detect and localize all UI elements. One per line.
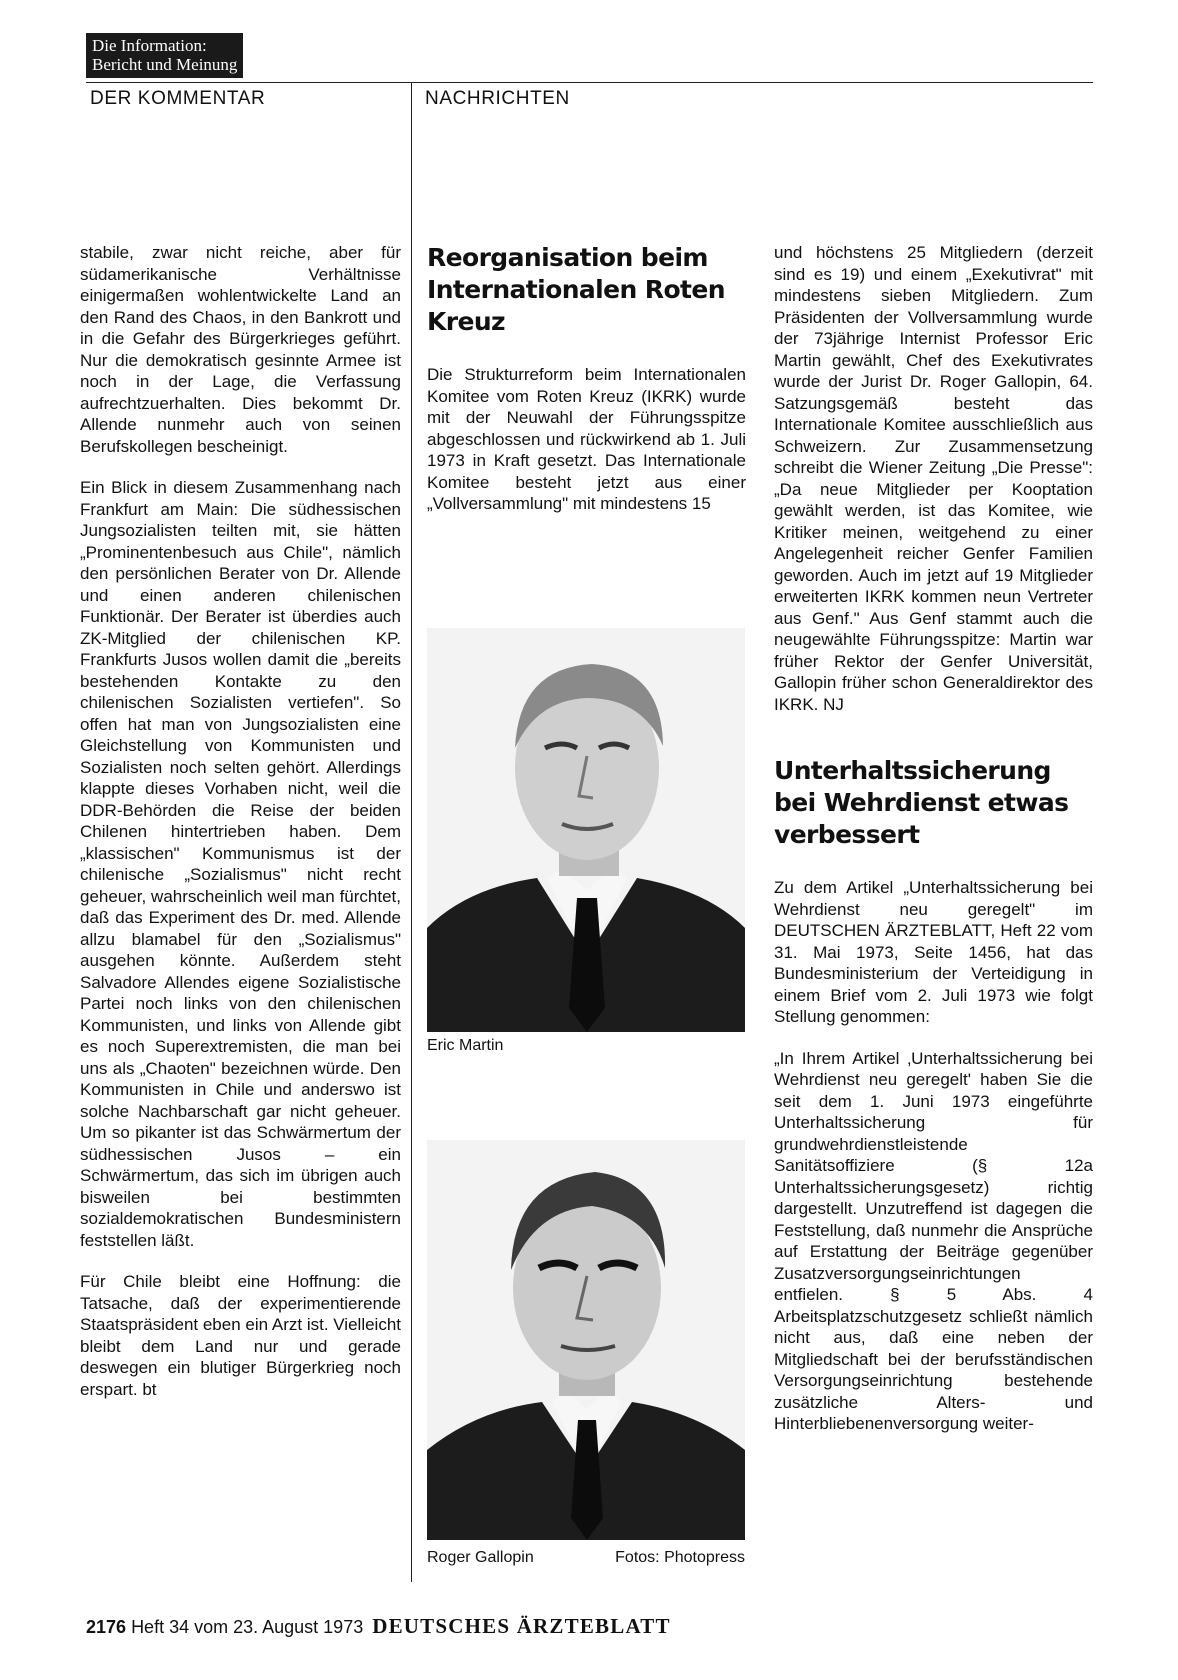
article-continuation-red-cross: und höchstens 25 Mitgliedern (derzeit sind es 19) und einem „Exekutivrat" mit mindestens sieben Mitgliedern. Zum Präsidenten der Vollversammlung wurde der 73jährige Internist Professor Eric Martin gewählt, Chef des Exekutivrates wurde der Jurist Dr. Roger Gallopin, 64. Satzungsgemäß besteht das Internationale Komitee ausschließlich aus Schweizern. Zur Zusammensetzung schreibt die Wiener Zeitung „Die Presse": „Da neue Mitglieder per Kooptation gewählt werden, ist das Komitee, wie Kritiker meinen, weitgehend zu einer Angelegenheit reicher Genfer Familien geworden. Auch im jetzt auf 19 Mitglieder erweiterten IKRK kommen neun Vertreter aus Genf." Aus Genf stammt auch die neugewählte Führungsspitze: Martin war früher Rektor der Genfer Universität, Gallopin früher schon Generaldirektor des IKRK. NJ: [774, 243, 1093, 714]
commentary-paragraph: stabile, zwar nicht reiche, aber für südamerikanische Verhältnisse einigermaßen wohlentwickelte Land an den Rand des Chaos, in den Bankrott und in die Gefahr des Bürgerkrieges geführt. Nur die demokratisch gesinnte Armee ist noch in der Lage, die Verfassung aufrechtzuerhalten. Dies bekommt Dr. Allende nunmehr auch von seinen Berufskollegen bescheinigt.: [80, 243, 401, 456]
page-footer: [86, 1614, 671, 1639]
issue-info: Heft 34 vom 23. August 1973: [131, 1617, 364, 1637]
news-column-middle: [427, 242, 746, 535]
column-divider: [411, 82, 412, 1582]
section-label-nachrichten: NACHRICHTEN: [425, 88, 570, 109]
article-headline-unterhaltssicherung: Unterhaltssicherung bei Wehrdienst etwas verbessert: [774, 756, 1069, 849]
masthead-line-2: Bericht und Meinung: [92, 55, 238, 74]
article-headline-red-cross: Reorganisation beim Internationalen Roten Kreuz: [427, 243, 725, 336]
article-paragraph: Zu dem Artikel „Unterhaltssicherung bei Wehrdienst neu geregelt" im DEUTSCHEN ÄRZTEBLATT, Heft 22 vom 31. Mai 1973, Seite 1456, hat das Bundesministerium der Verteidigung in einem Brief vom 2. Juli 1973 wie folgt Stellung genommen:: [774, 878, 1093, 1026]
photo-credit: Fotos: Photopress: [615, 1549, 745, 1566]
article-paragraph: „In Ihrem Artikel ‚Unterhaltssicherung bei Wehrdienst neu geregelt' haben Sie die seit dem 1. Juni 1973 eingeführte Unterhaltssicherung für grundwehrdienstleistende Sanitätsoffiziere (§ 12a Unterhaltssicherungsgesetz) richtig dargestellt. Unzutreffend ist dagegen die Feststellung, daß nunmehr die Ansprüche auf Erstattung der Beiträge gegenüber Zusatzversorgungseinrichtungen entfielen. § 5 Abs. 4 Arbeitsplatzschutzgesetz schließt nämlich nicht aus, daß eine neben der Mitgliedschaft bei der berufsständischen Versorgungseinrichtung bestehende zusätzliche Alters- und Hinterbliebenenversorgung weiter-: [774, 1048, 1093, 1433]
commentary-paragraph: Ein Blick in diesem Zusammenhang nach Frankfurt am Main: Die südhessischen Jungsozialisten teilten mit, sie hätten „Prominentenbesuch aus Chile", nämlich den persönlichen Berater von Dr. Allende und einen anderen chilenischen Funktionär. Der Berater ist überdies auch ZK-Mitglied der chilenischen KP. Frankfurts Jusos wollen damit die „bereits bestehenden Kontakte zu den chilenischen Sozialisten vertiefen". So offen hat man von Jungsozialisten eine Gleichstellung von Kommunisten und Sozialisten noch selten gehört. Allerdings klappte dieses Vorhaben nicht, weil die DDR-Behörden die Reise der beiden Chilenen hintertrieben haben. Dem „klassischen" Kommunismus ist der chilenische „Sozialismus" nicht recht geheuer, wahrscheinlich weil man fürchtet, daß das Experiment des Dr. med. Allende allzu blamabel für den „Sozialismus" ausgehen könnte. Außerdem steht Salvadore Allendes eigene Sozialistische Partei noch links von den chilenischen Kommunisten, und links von Allende gibt es noch Superextremisten, die man bei uns als „Chaoten" bezeichnen würde. Den Kommunisten in Chile und anderswo ist solche Nachbarschaft gar nicht geheuer. Um so pikanter ist das Schwärmertum der südhessischen Jusos – ein Schwärmertum, das sich im übrigen auch bisweilen bei bestimmten sozialdemokratischen Bundesministern feststellen läßt.: [80, 478, 401, 1250]
masthead-line-1: Die Information:: [92, 36, 207, 55]
section-label-kommentar: DER KOMMENTAR: [90, 88, 266, 109]
commentary-paragraph: Für Chile bleibt eine Hoffnung: die Tatsache, daß der experimentierende Staatspräsident eben ein Arzt ist. Vielleicht bleibt dem Land nur und gerade deswegen ein blutiger Bürgerkrieg noch erspart. bt: [80, 1272, 401, 1399]
top-rule: [86, 82, 1093, 83]
publication-name: DEUTSCHES ÄRZTEBLATT: [372, 1614, 671, 1638]
page-number: 2176: [86, 1617, 127, 1637]
portrait-photo-eric-martin: [427, 628, 745, 1032]
commentary-column: [80, 242, 401, 1420]
article-intro-red-cross: Die Strukturreform beim Internationalen Komitee vom Roten Kreuz (IKRK) wurde mit der Neuwahl der Führungsspitze abgeschlossen und rückwirkend ab 1. Juli 1973 in Kraft gesetzt. Das Internationale Komitee besteht jetzt aus einer „Vollversammlung" mit mindestens 15: [427, 365, 746, 513]
photo-caption-eric-martin: Eric Martin: [427, 1037, 504, 1054]
photo-caption-roger-gallopin: Roger Gallopin: [427, 1549, 534, 1566]
masthead: [86, 33, 243, 78]
portrait-photo-roger-gallopin: [427, 1140, 745, 1540]
news-column-right: [774, 242, 1093, 1455]
